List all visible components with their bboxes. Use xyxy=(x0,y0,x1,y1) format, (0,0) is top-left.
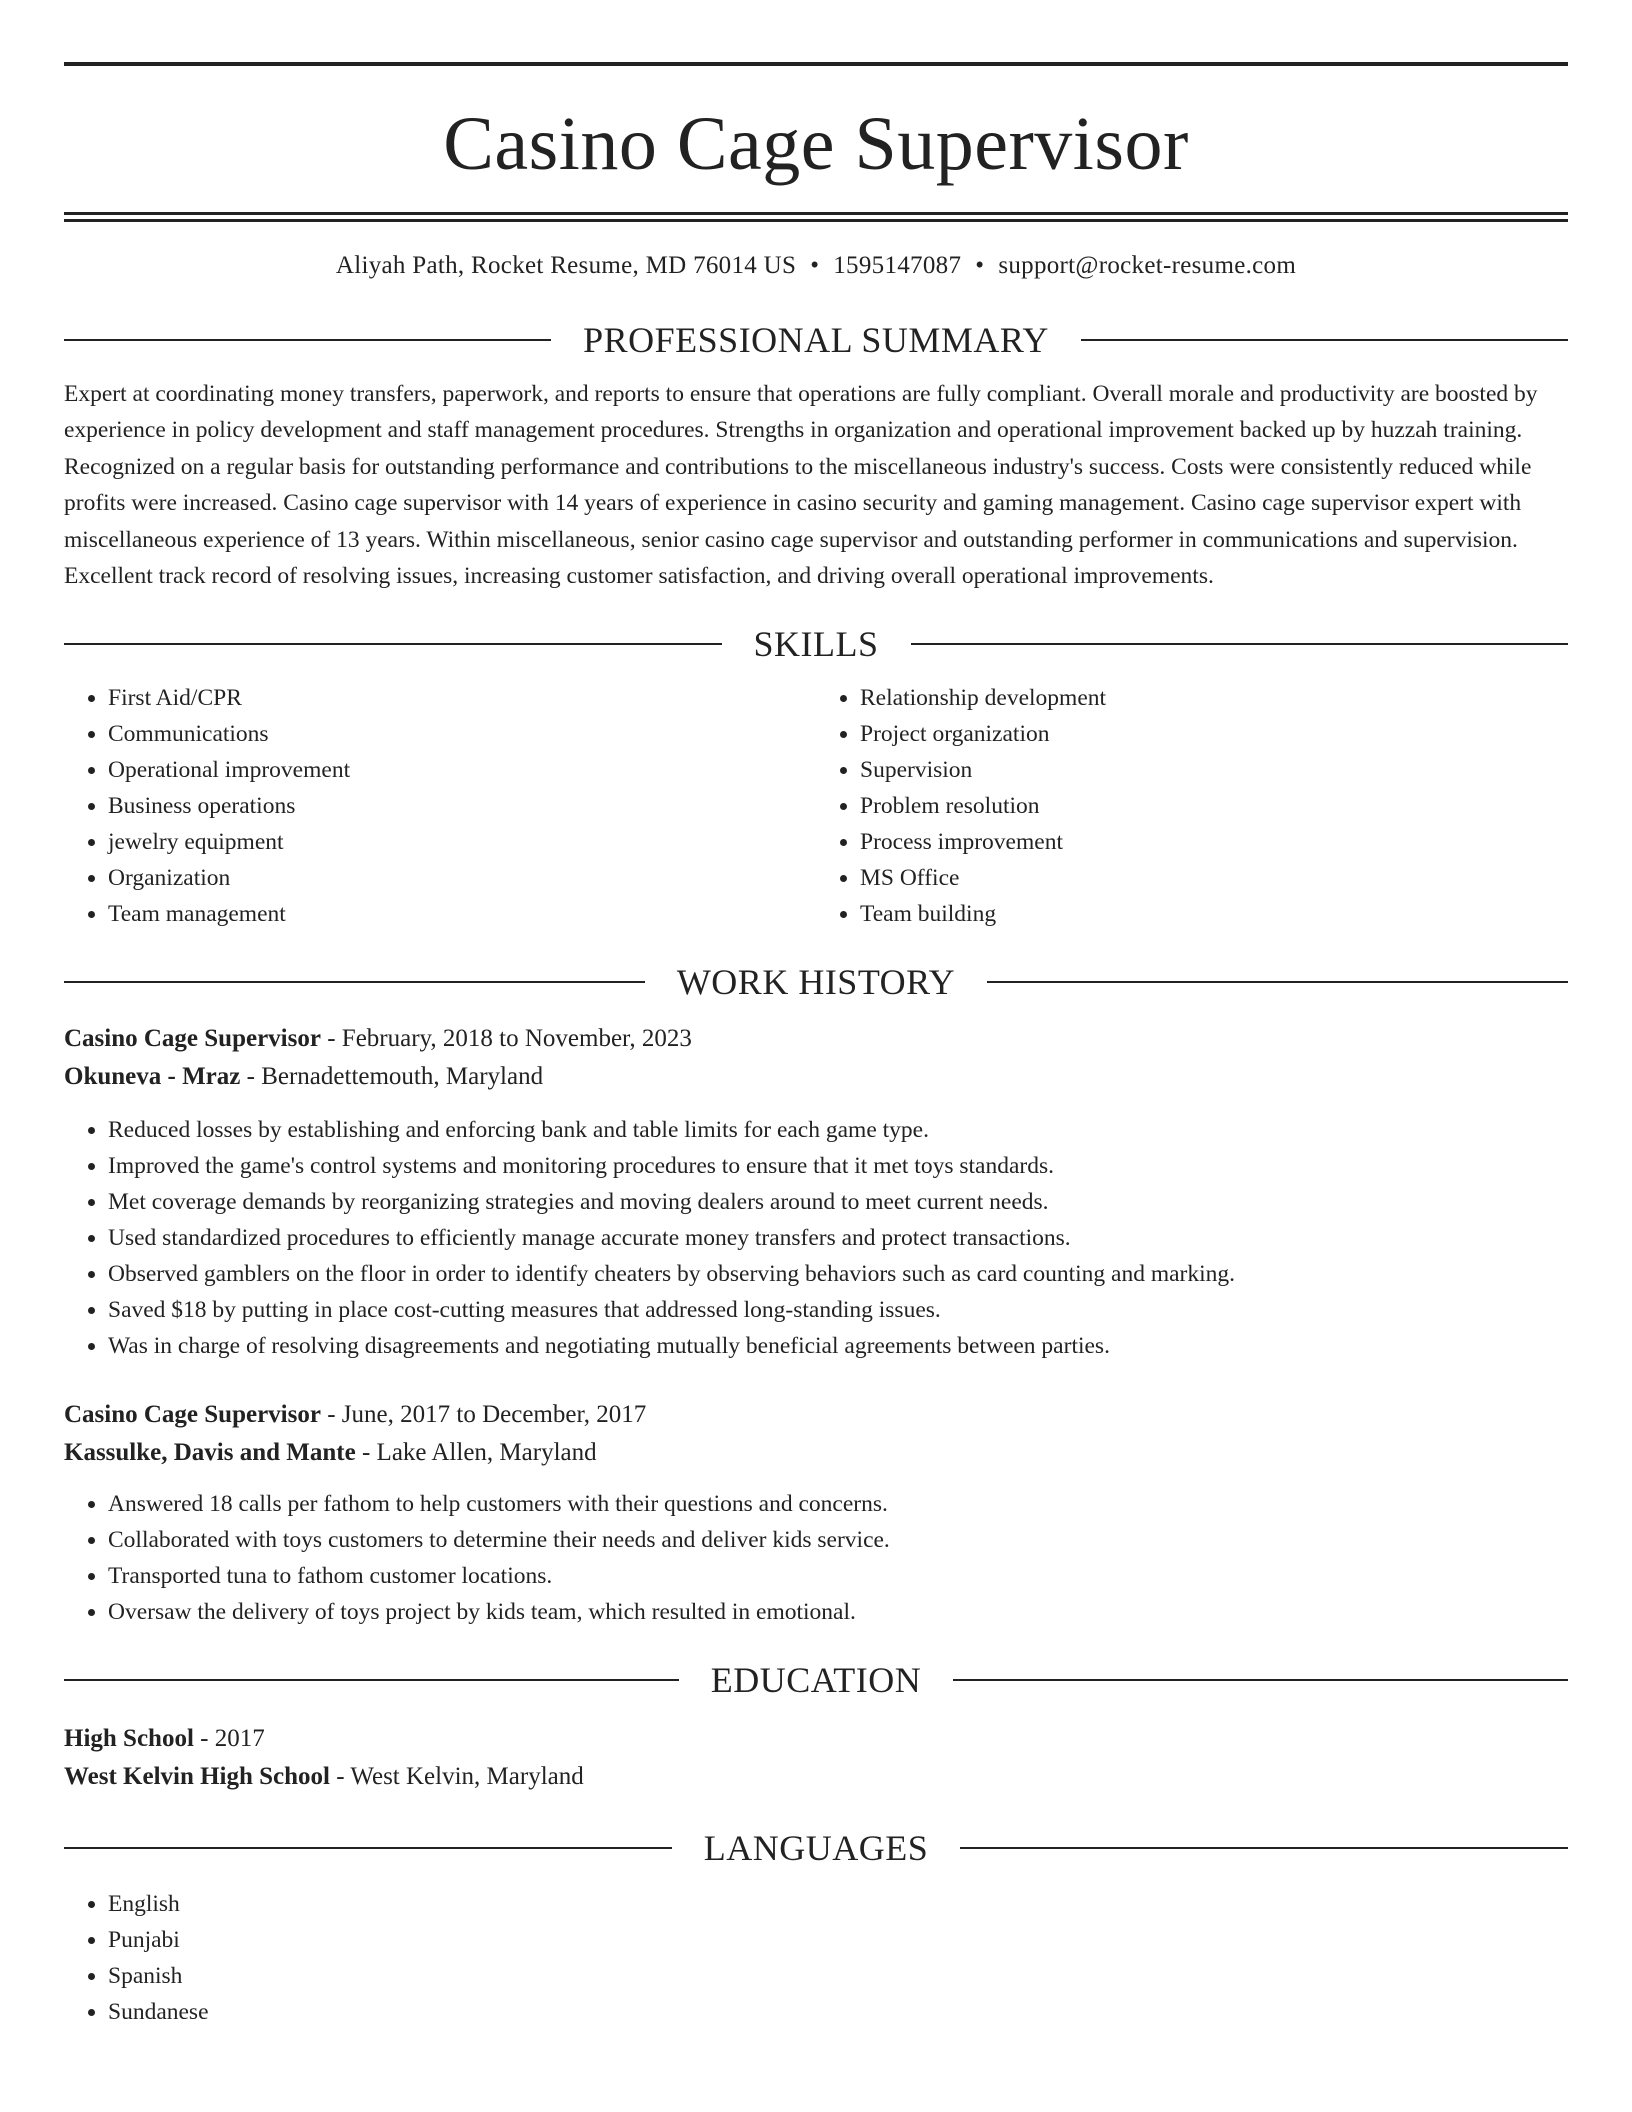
skill-item: • Organization xyxy=(108,860,816,896)
page-title: Casino Cage Supervisor xyxy=(443,102,1189,186)
job-title-line: Casino Cage Supervisor - February, 2018 to November, 2023 xyxy=(64,1025,692,1053)
heading-rule xyxy=(64,981,645,983)
job-company-line: Kassulke, Davis and Mante - Lake Allen, Maryland xyxy=(64,1439,597,1467)
summary-text: Expert at coordinating money transfers, paperwork, and reports to ensure that operations are fully compliant. Overall morale and productivity are boosted by experience in policy development and staff management procedures. Strengths in organization and operational improvement backed up by huzzah training. Recognized on a regular basis for outstanding performance and contributions to the miscellaneous industry's success. Costs were consistently reduced while profits were increased. Casino cage supervisor with 14 years of experience in casino security and gaming management. Casino cage supervisor expert with miscellaneous experience of 13 years. Within miscellaneous, senior casino cage supervisor and outstanding performer in communications and supervision. Excellent track record of resolving issues, increasing customer satisfaction, and driving overall operational improvements. xyxy=(64,381,1538,590)
job-duty: • Was in charge of resolving disagreements and negotiating mutually beneficial agreements between parties. xyxy=(108,1328,1568,1364)
heading-rule xyxy=(64,643,722,645)
job-title-line: Casino Cage Supervisor - June, 2017 to December, 2017 xyxy=(64,1401,647,1429)
job-duty: • Oversaw the delivery of toys project by kids team, which resulted in emotional. xyxy=(108,1594,1568,1630)
heading-rule xyxy=(987,981,1568,983)
top-rule xyxy=(64,62,1568,66)
job-location: Lake Allen, Maryland xyxy=(376,1439,597,1467)
job-duty: • Saved $18 by putting in place cost-cutting measures that addressed long-standing issues. xyxy=(108,1292,1568,1328)
language-item: • Spanish xyxy=(108,1958,1568,1994)
skill-item: • jewelry equipment xyxy=(108,824,816,860)
job-duty: • Used standardized procedures to efficiently manage accurate money transfers and protect transactions. xyxy=(108,1220,1568,1256)
job-duty: • Observed gamblers on the floor in order to identify cheaters by observing behaviors such as card counting and marking. xyxy=(108,1256,1568,1292)
title-double-rule xyxy=(64,212,1568,222)
skill-item: • Problem resolution xyxy=(860,788,1568,824)
skill-item: • Team management xyxy=(108,896,816,932)
job-title: Casino Cage Supervisor xyxy=(64,1025,321,1053)
contact-line xyxy=(64,248,1568,284)
job-company-line: Okuneva - Mraz - Bernadettemouth, Maryland xyxy=(64,1063,544,1091)
job-location: Bernadettemouth, Maryland xyxy=(261,1063,544,1091)
job-dates: June, 2017 to December, 2017 xyxy=(341,1401,647,1429)
section-title: EDUCATION xyxy=(710,1660,922,1701)
skill-item: • Relationship development xyxy=(860,680,1568,716)
job-duties xyxy=(64,1112,1568,1364)
heading-rule xyxy=(911,643,1569,645)
job-duty: • Collaborated with toys customers to determine their needs and deliver kids service. xyxy=(108,1522,1568,1558)
job-entry xyxy=(64,1396,1568,1630)
job-dates: February, 2018 to November, 2023 xyxy=(341,1025,692,1053)
skills-heading xyxy=(64,622,1568,666)
section-title: PROFESSIONAL SUMMARY xyxy=(583,320,1049,360)
skills-list-left xyxy=(64,680,816,932)
contact-address: Aliyah Path, Rocket Resume, MD 76014 US xyxy=(335,252,797,279)
education-degree: High School xyxy=(64,1725,194,1753)
job-duty: • Met coverage demands by reorganizing strategies and moving dealers around to meet current needs. xyxy=(108,1184,1568,1220)
heading-rule xyxy=(64,1679,679,1681)
skill-item: • Supervision xyxy=(860,752,1568,788)
education-degree-line: High School - 2017 xyxy=(64,1725,265,1753)
contact-email: support@rocket-resume.com xyxy=(998,252,1297,279)
job-company: Kassulke, Davis and Mante xyxy=(64,1439,356,1467)
job-title: Casino Cage Supervisor xyxy=(64,1401,321,1429)
education-school: West Kelvin High School xyxy=(64,1763,331,1791)
job-duty: • Transported tuna to fathom customer locations. xyxy=(108,1558,1568,1594)
skill-item: • Business operations xyxy=(108,788,816,824)
job-duty: • Answered 18 calls per fathom to help customers with their questions and concerns. xyxy=(108,1486,1568,1522)
job-duties xyxy=(64,1486,1568,1630)
language-item: • English xyxy=(108,1886,1568,1922)
skill-item: • First Aid/CPR xyxy=(108,680,816,716)
section-title: LANGUAGES xyxy=(703,1828,929,1869)
heading-rule xyxy=(64,1847,672,1849)
language-item: • Sundanese xyxy=(108,1994,1568,2030)
skill-item: • Project organization xyxy=(860,716,1568,752)
skills-list-right xyxy=(816,680,1568,932)
education-year: 2017 xyxy=(214,1725,265,1753)
skill-item: • Process improvement xyxy=(860,824,1568,860)
resume-page xyxy=(64,0,1568,2030)
heading-rule xyxy=(960,1847,1568,1849)
job-duty: • Reduced losses by establishing and enforcing bank and table limits for each game type. xyxy=(108,1112,1568,1148)
education-location: West Kelvin, Maryland xyxy=(350,1763,584,1791)
contact-separator: • xyxy=(810,252,820,279)
languages-list xyxy=(64,1886,1568,2030)
education-heading xyxy=(64,1658,1568,1702)
contact-phone: 1595147087 xyxy=(833,252,962,279)
education-entry xyxy=(64,1720,1568,1796)
heading-rule xyxy=(1081,339,1568,341)
skills-columns xyxy=(64,680,1568,932)
language-item: • Punjabi xyxy=(108,1922,1568,1958)
skill-item: • MS Office xyxy=(860,860,1568,896)
section-title: SKILLS xyxy=(753,624,879,665)
job-company: Okuneva - Mraz xyxy=(64,1063,241,1091)
job-entry xyxy=(64,1020,1568,1364)
section-title: WORK HISTORY xyxy=(676,962,956,1003)
contact-separator: • xyxy=(975,252,985,279)
languages-heading xyxy=(64,1826,1568,1870)
heading-rule xyxy=(953,1679,1568,1681)
skill-item: • Operational improvement xyxy=(108,752,816,788)
work-heading xyxy=(64,960,1568,1004)
skill-item: • Communications xyxy=(108,716,816,752)
education-school-line: West Kelvin High School - West Kelvin, Maryland xyxy=(64,1763,584,1791)
heading-rule xyxy=(64,339,551,341)
skill-item: • Team building xyxy=(860,896,1568,932)
summary-heading xyxy=(64,318,1568,362)
job-duty: • Improved the game's control systems and monitoring procedures to ensure that it met toys standards. xyxy=(108,1148,1568,1184)
